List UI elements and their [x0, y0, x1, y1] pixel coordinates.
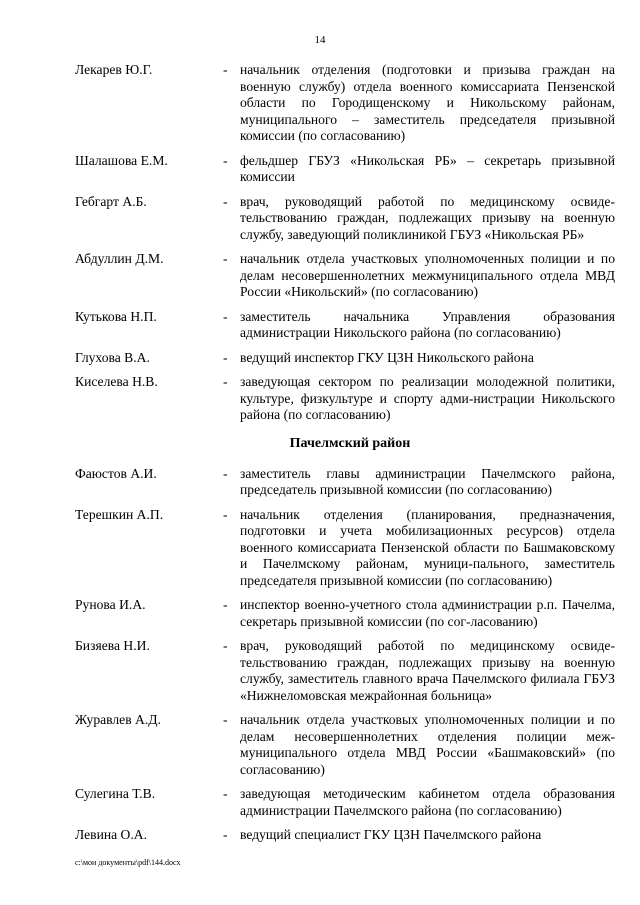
member-entry — [75, 466, 615, 499]
member-name: Кутькова Н.П. — [75, 308, 157, 324]
member-role: заведующая сектором по реализации молодежной политики, культуре, физкультуре и спорту адми-нистрации Никольского района (по согласованию) — [240, 374, 615, 422]
member-role: начальник отделения (подготовки и призыва граждан на военную службу) отдела военного комиссариата Пензенской области по Городищенскому и Никольскому районам, муниципального – заместитель председателя призывной комиссии (по согласованию) — [240, 62, 615, 143]
member-name: Левина О.А. — [75, 827, 147, 842]
member-dash: - — [223, 374, 228, 389]
member-role: врач, руководящий работой по медицинскому освиде-тельствованию граждан, подлежащих призыву на военную службу, заместитель главного врача Пачелмского филиала ГБУЗ «Нижнеломовская межрайонная больница» — [240, 638, 615, 703]
member-entry — [75, 194, 615, 244]
member-dash: - — [223, 193, 228, 209]
member-role: заместитель главы администрации Пачелмского района, председатель призывной комиссии (по согласованию) — [240, 465, 615, 497]
member-role: начальник отдела участковых уполномоченных полиции и по делам несовершеннолетних межмуниципального отдела МВД России «Никольский» (по согласованию) — [240, 251, 615, 299]
member-role: врач, руководящий работой по медицинскому освиде-тельствованию граждан, подлежащих призыву на военную службу, заведующий поликлиникой ГБУЗ «Никольская РБ» — [240, 193, 615, 242]
member-name: Лекарев Ю.Г. — [75, 62, 153, 77]
member-entry — [75, 309, 615, 342]
member-name: Сулегина Т.В. — [75, 786, 156, 801]
member-dash: - — [223, 712, 228, 727]
member-entry — [75, 638, 615, 704]
member-role: начальник отдела участковых уполномоченных полиции и по делам несовершеннолетних отделения полиции меж-муниципального отдела МВД России «Башмаковский» (по согласованию) — [240, 712, 615, 777]
member-dash: - — [223, 597, 228, 612]
member-entry — [75, 374, 615, 424]
member-entry — [75, 507, 615, 590]
member-dash: - — [223, 62, 228, 77]
member-dash: - — [223, 308, 228, 324]
member-entry — [75, 251, 615, 301]
member-dash: - — [223, 152, 228, 168]
member-entry — [75, 350, 615, 367]
member-name: Абдуллин Д.М. — [75, 251, 164, 266]
member-dash: - — [223, 786, 228, 801]
member-name: Рунова И.А. — [75, 597, 146, 612]
member-role: заведующая методическим кабинетом отдела образования администрации Пачелмского района (по согласованию) — [240, 786, 615, 818]
section-heading: Пачелмский район — [289, 435, 411, 451]
member-dash: - — [223, 638, 228, 653]
member-name: Глухова В.А. — [75, 349, 150, 365]
footer-file-path: c:\мои документы\pdf\144.docx — [75, 858, 181, 867]
member-role: фельдшер ГБУЗ «Никольская РБ» – секретарь призывной комиссии — [240, 152, 615, 184]
member-entry — [75, 712, 615, 778]
member-entry — [75, 597, 615, 630]
member-entry — [75, 786, 615, 819]
commission-list — [75, 62, 615, 852]
pachelma-members — [75, 466, 615, 844]
member-entry — [75, 827, 615, 844]
page-number: 14 — [314, 34, 326, 46]
member-role: начальник отделения (планирования, предназначения, подготовки и учета мобилизационных ресурсов) отдела военного комиссариата Пензенской области по Башмаковскому и Пачелмскому районам, муници-пального, заместитель председателя призывной комиссии (по согласованию) — [240, 506, 615, 588]
nikolsky-members — [75, 62, 615, 424]
member-role: заместитель начальника Управления образования администрации Никольского района (по согласованию) — [240, 308, 615, 340]
member-name: Шалашова Е.М. — [75, 152, 168, 168]
member-name: Бизяева Н.И. — [75, 638, 150, 653]
member-name: Фаюстов А.И. — [75, 465, 157, 481]
member-entry — [75, 62, 615, 145]
member-dash: - — [223, 506, 228, 522]
member-dash: - — [223, 827, 228, 842]
member-role: инспектор военно-учетного стола администрации р.п. Пачелма, секретарь призывной комиссии (по сог-ласованию) — [240, 597, 615, 629]
member-name: Киселева Н.В. — [75, 374, 158, 389]
member-dash: - — [223, 349, 228, 365]
member-role: ведущий инспектор ГКУ ЦЗН Никольского района — [240, 349, 534, 365]
member-name: Терешкин А.П. — [75, 506, 164, 522]
member-dash: - — [223, 465, 228, 481]
member-dash: - — [223, 251, 228, 266]
member-name: Гебгарт А.Б. — [75, 193, 147, 209]
member-name: Журавлев А.Д. — [75, 712, 161, 727]
member-role: ведущий специалист ГКУ ЦЗН Пачелмского района — [240, 827, 542, 842]
member-entry — [75, 153, 615, 186]
